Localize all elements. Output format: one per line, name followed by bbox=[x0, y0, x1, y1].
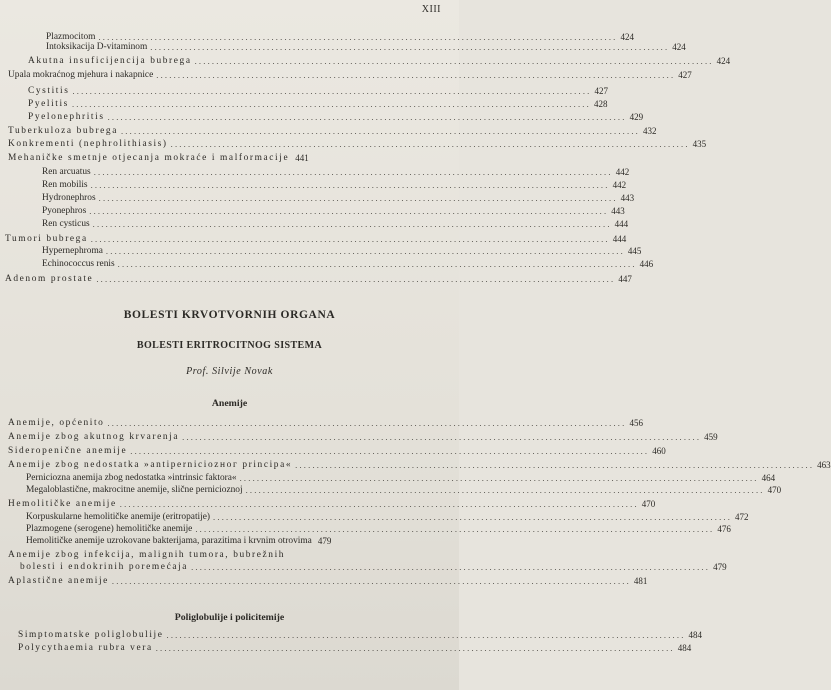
toc-entry: Pyonephros ........................................................................................................................ 443 bbox=[42, 206, 625, 216]
toc-entry: Akutna insuficijencija bubrega ........................................................................................................................ 424 bbox=[28, 56, 731, 66]
entry-page: 424 bbox=[620, 32, 634, 42]
entry-title: Megaloblastične, makrocitne anemije, slične pernicioznoj bbox=[26, 485, 243, 495]
toc-entry: Korpuskularne hemolitičke anemije (eritropatije) ........................................................................................................................ 472 bbox=[26, 512, 749, 522]
entry-page: 444 bbox=[612, 234, 627, 244]
toc-entry: Ren arcuatus ........................................................................................................................ 442 bbox=[42, 167, 630, 177]
entry-title: Anemije zbog akutnog krvarenja bbox=[8, 432, 180, 442]
entry-title: Anemije zbog nedostatka »antiperniciozног principa« bbox=[8, 460, 293, 470]
entry-page: 424 bbox=[716, 56, 731, 66]
entry-page: 432 bbox=[642, 126, 657, 136]
page-number: XIII bbox=[421, 4, 441, 15]
entry-title: Simptomatske poliglobulije bbox=[18, 630, 164, 640]
toc-entry: Adenom prostate ........................................................................................................................ 447 bbox=[5, 274, 632, 284]
entry-page: 442 bbox=[615, 167, 630, 177]
toc-entry: Plazmocitom ........................................................................................................................ 424 bbox=[46, 32, 634, 42]
toc-entry: Hemolitičke anemije ........................................................................................................................ 470 bbox=[8, 499, 656, 509]
entry-title: Konkrementi (nephrolithiasis) bbox=[8, 139, 168, 149]
entry-title: Mehaničke smetnje otjecanja mokraće i malformacije bbox=[8, 153, 290, 163]
entry-page: 479 bbox=[713, 562, 727, 572]
entry-title: Polycythaemia rubra vera bbox=[18, 643, 153, 653]
entry-title: Pyonephros bbox=[42, 206, 87, 216]
entry-page: 470 bbox=[641, 499, 656, 509]
entry-page: 476 bbox=[717, 524, 731, 534]
toc-entry: Hypernephroma ........................................................................................................................ 445 bbox=[42, 246, 642, 256]
entry-page: 464 bbox=[761, 473, 776, 483]
entry-page: 442 bbox=[612, 180, 627, 190]
entry-title: Korpuskularne hemolitičke anemije (eritropatije) bbox=[26, 512, 211, 522]
toc-entry: Upala mokraćnog mjehura i nakapnice ........................................................................................................................ 427 bbox=[8, 70, 692, 80]
toc-entry: Aplastične anemije ........................................................................................................................ 481 bbox=[8, 576, 648, 586]
entry-title-line1: Anemije zbog infekcija, malignih tumora, bubrežnih bbox=[8, 550, 286, 560]
section-heading: Poliglobulije i policitemije bbox=[174, 612, 285, 623]
entry-title: Tumori bubrega bbox=[5, 234, 88, 244]
toc-entry bbox=[26, 536, 430, 547]
entry-title: Echinococcus renis bbox=[42, 259, 115, 269]
author-line: Prof. Silvije Novak bbox=[186, 366, 273, 377]
entry-page: 435 bbox=[692, 139, 707, 149]
toc-entry: Cystitis ........................................................................................................................ 427 bbox=[28, 86, 608, 96]
entry-page: 445 bbox=[627, 246, 642, 256]
toc-entry: Echinococcus renis ........................................................................................................................ 446 bbox=[42, 259, 654, 269]
entry-title: Plazmogene (serogene) hemolitičke anemije bbox=[26, 524, 193, 534]
toc-entry bbox=[8, 153, 430, 164]
entry-title: Hemolitičke anemije uzrokovane bakterijama, parazitima i krvnim otrovima bbox=[26, 536, 312, 546]
entry-page: 429 bbox=[629, 112, 644, 122]
entry-page: 481 bbox=[633, 576, 648, 586]
toc-entry: Polycythaemia rubra vera ........................................................................................................................ 484 bbox=[18, 643, 692, 653]
entry-title: Pyelitis bbox=[28, 99, 69, 109]
toc-entry: Megaloblastične, makrocitne anemije, slične pernicioznoj ........................................................................................................................ 470 bbox=[26, 485, 782, 495]
entry-title: Plazmocitom bbox=[46, 32, 96, 42]
toc-entry: Pyelonephritis ........................................................................................................................ 429 bbox=[28, 112, 644, 122]
entry-title: Hemolitičke anemije bbox=[8, 499, 117, 509]
entry-page: 427 bbox=[678, 70, 692, 80]
entry-title: Adenom prostate bbox=[5, 274, 94, 284]
section-heading: Anemije bbox=[211, 398, 248, 409]
toc-entry: Anemije, općenito ........................................................................................................................ 456 bbox=[8, 418, 643, 428]
entry-title: Hypernephroma bbox=[42, 246, 103, 256]
entry-page: 472 bbox=[735, 512, 749, 522]
entry-page: 441 bbox=[295, 153, 309, 163]
toc-entry: bolesti i endokrinih poremećaja ........................................................................................................................ 479 bbox=[20, 562, 727, 572]
entry-page: 463 bbox=[817, 460, 831, 470]
entry-page: 459 bbox=[704, 432, 718, 442]
entry-title: Hydronephros bbox=[42, 193, 96, 203]
entry-title-line2: bolesti i endokrinih poremećaja bbox=[20, 562, 189, 572]
toc-entry: Simptomatske poliglobulije ........................................................................................................................ 484 bbox=[18, 630, 703, 640]
entry-page: 484 bbox=[677, 643, 692, 653]
entry-page: 446 bbox=[639, 259, 654, 269]
entry-title: Anemije, općenito bbox=[8, 418, 105, 428]
entry-page: 456 bbox=[629, 418, 643, 428]
toc-entry: Konkrementi (nephrolithiasis) ........................................................................................................................ 435 bbox=[8, 139, 707, 149]
entry-title: Pyelonephritis bbox=[28, 112, 105, 122]
entry-page: 447 bbox=[618, 274, 632, 284]
toc-entry: Tuberkuloza bubrega ........................................................................................................................ 432 bbox=[8, 126, 657, 136]
toc-entry: Hydronephros ........................................................................................................................ 443 bbox=[42, 193, 635, 203]
entry-page: 427 bbox=[594, 86, 608, 96]
toc-entry-line1 bbox=[8, 550, 434, 561]
entry-title: Ren cysticus bbox=[42, 219, 90, 229]
toc-entry: Ren cysticus ........................................................................................................................ 444 bbox=[42, 219, 629, 229]
entry-page: 428 bbox=[593, 99, 608, 109]
entry-title: Tuberkuloza bubrega bbox=[8, 126, 118, 136]
entry-page: 460 bbox=[652, 446, 666, 456]
entry-title: Aplastične anemije bbox=[8, 576, 109, 586]
toc-entry: Perniciozna anemija zbog nedostatka »intrinsic faktora« ........................................................................................................................ 464 bbox=[26, 473, 776, 483]
entry-page: 424 bbox=[672, 42, 686, 52]
chapter-heading: BOLESTI KRVOTVORNIH ORGANA bbox=[123, 309, 336, 321]
entry-title: Upala mokraćnog mjehura i nakapnice bbox=[8, 70, 154, 80]
toc-entry: Anemije zbog akutnog krvarenja ........................................................................................................................ 459 bbox=[8, 432, 718, 442]
entry-page: 443 bbox=[611, 206, 625, 216]
entry-title: Sideropenične anemije bbox=[8, 446, 128, 456]
entry-page: 470 bbox=[767, 485, 782, 495]
entry-title: Akutna insuficijencija bubrega bbox=[28, 56, 192, 66]
toc-entry: Sideropenične anemije ........................................................................................................................ 460 bbox=[8, 446, 666, 456]
entry-page: 484 bbox=[688, 630, 703, 640]
entry-page: 443 bbox=[620, 193, 635, 203]
entry-page: 479 bbox=[317, 536, 332, 546]
toc-entry: Plazmogene (serogene) hemolitičke anemije ........................................................................................................................ 476 bbox=[26, 524, 731, 534]
entry-title: Perniciozna anemija zbog nedostatka »intrinsic faktora« bbox=[26, 473, 237, 483]
toc-entry: Intoksikacija D-vitaminom ........................................................................................................................ 424 bbox=[46, 42, 686, 52]
entry-title: Intoksikacija D-vitaminom bbox=[46, 42, 148, 52]
entry-title: Cystitis bbox=[28, 86, 70, 96]
toc-entry: Pyelitis ........................................................................................................................ 428 bbox=[28, 99, 608, 109]
toc-entry: Ren mobilis ........................................................................................................................ 442 bbox=[42, 180, 627, 190]
subchapter-heading: BOLESTI ERITROCITNOG SISTEMA bbox=[136, 340, 323, 351]
entry-title: Ren arcuatus bbox=[42, 167, 91, 177]
toc-entry: Tumori bubrega ........................................................................................................................ 444 bbox=[5, 234, 627, 244]
toc-entry: Anemije zbog nedostatka »antiperniciozног principa« ........................................................................................................................ 463 bbox=[8, 460, 831, 470]
entry-page: 444 bbox=[614, 219, 629, 229]
entry-title: Ren mobilis bbox=[42, 180, 88, 190]
